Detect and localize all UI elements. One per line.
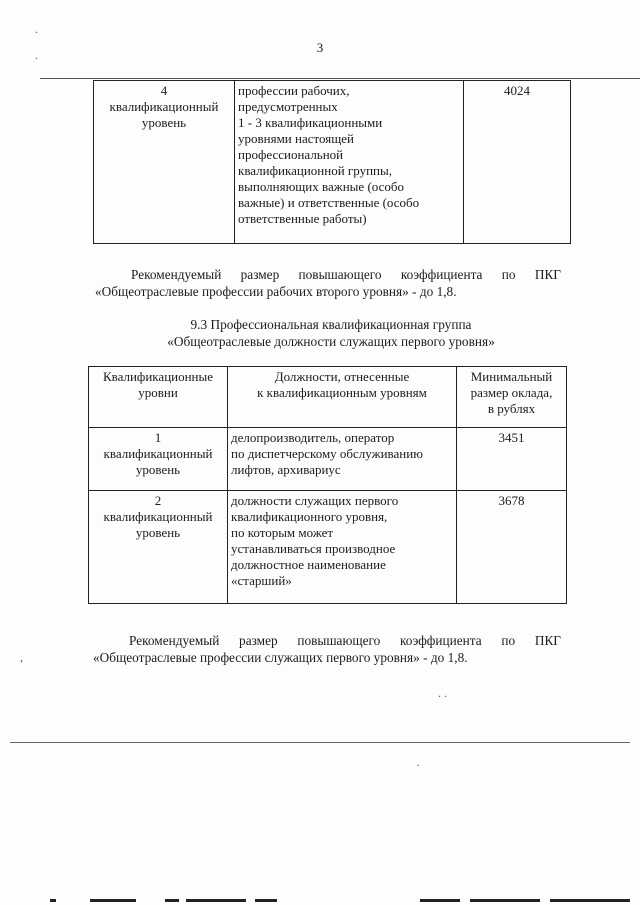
table-row bbox=[94, 81, 571, 244]
salary-cell: 4024 bbox=[464, 81, 571, 244]
positions-cell: делопроизводитель, оператор по диспетчерскому обслуживанию лифтов, архивариус bbox=[228, 428, 457, 491]
scan-speck: , bbox=[20, 650, 23, 664]
table-employees-level-1 bbox=[88, 366, 567, 604]
paragraph-line: «Общеотраслевые профессии рабочих второго уровня» - до 1,8. bbox=[95, 284, 457, 299]
table-row bbox=[89, 428, 567, 491]
header-positions: Должности, отнесенные к квалификационным уровням bbox=[228, 367, 457, 428]
scan-speck: . bbox=[35, 48, 38, 62]
coefficient-paragraph-workers bbox=[95, 266, 561, 300]
section-heading-line: «Общеотраслевые должности служащих первого уровня» bbox=[167, 334, 495, 349]
section-heading-line: 9.3 Профессиональная квалификационная группа bbox=[190, 317, 472, 332]
paragraph-line: Рекомендуемый размер повышающего коэффициента по ПКГ bbox=[129, 633, 561, 648]
table-row bbox=[89, 491, 567, 604]
salary-cell: 3678 bbox=[457, 491, 567, 604]
salary-cell: 3451 bbox=[457, 428, 567, 491]
coefficient-paragraph-employees bbox=[93, 632, 561, 666]
scan-speck: . bbox=[35, 22, 38, 36]
header-salary: Минимальный размер оклада, в рублях bbox=[457, 367, 567, 428]
level-cell: 1 квалификационный уровень bbox=[89, 428, 228, 491]
scan-edge-marks bbox=[40, 899, 640, 903]
section-heading bbox=[96, 316, 566, 350]
scan-speck: . . bbox=[438, 686, 447, 700]
page-number: 3 bbox=[316, 40, 324, 55]
level-cell: 2 квалификационный уровень bbox=[89, 491, 228, 604]
bottom-divider bbox=[10, 742, 630, 743]
level-cell: 4 квалификационный уровень bbox=[94, 81, 235, 244]
scan-speck: · bbox=[416, 758, 420, 772]
positions-cell: профессии рабочих, предусмотренных 1 - 3 квалификационными уровнями настоящей профессиональной квалификационной группы, выполняющих важные (особо важные) и ответственные (особо ответственные работы) bbox=[235, 81, 464, 244]
positions-cell: должности служащих первого квалификационного уровня, по которым может устанавливаться производное должностное наименование «старший» bbox=[228, 491, 457, 604]
paragraph-line: «Общеотраслевые профессии служащих первого уровня» - до 1,8. bbox=[93, 650, 468, 665]
paragraph-line: Рекомендуемый размер повышающего коэффициента по ПКГ bbox=[131, 267, 561, 282]
top-divider bbox=[40, 78, 640, 79]
table-workers-level-2 bbox=[93, 80, 571, 244]
header-levels: Квалификационные уровни bbox=[89, 367, 228, 428]
table-header-row bbox=[89, 367, 567, 428]
